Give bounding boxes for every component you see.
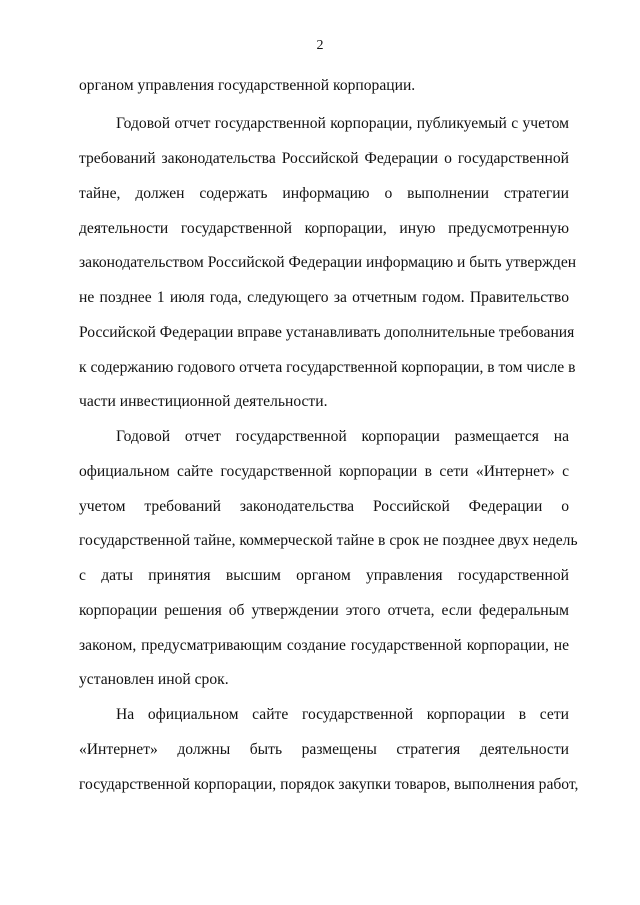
- paragraph-line: «Интернет» должны быть размещены стратегия деятельности: [79, 741, 569, 758]
- paragraph-line: требований законодательства Российской Федерации о государственной: [79, 150, 569, 167]
- paragraph-line: На официальном сайте государственной корпорации в сети: [116, 706, 569, 723]
- paragraph-line: установлен иной срок.: [79, 671, 229, 688]
- paragraph-line: тайне, должен содержать информацию о выполнении стратегии: [79, 185, 569, 202]
- paragraph-line: органом управления государственной корпорации.: [79, 77, 416, 94]
- paragraph-line: Годовой отчет государственной корпорации, публикуемый с учетом: [116, 115, 569, 132]
- paragraph-line: деятельности государственной корпорации, иную предусмотренную: [79, 220, 569, 237]
- paragraph-line: к содержанию годового отчета государственной корпорации, в том числе в: [79, 359, 576, 376]
- paragraph-line: части инвестиционной деятельности.: [79, 393, 328, 410]
- paragraph-line: с даты принятия высшим органом управления государственной: [79, 567, 569, 584]
- paragraph-line: государственной тайне, коммерческой тайне в срок не позднее двух недель: [79, 532, 578, 549]
- paragraph-line: Российской Федерации вправе устанавливать дополнительные требования: [79, 324, 575, 341]
- paragraph-line: государственной корпорации, порядок закупки товаров, выполнения работ,: [79, 776, 579, 793]
- page-number: 2: [316, 38, 324, 53]
- paragraph-line: Годовой отчет государственной корпорации размещается на: [116, 428, 569, 445]
- paragraph-line: официальном сайте государственной корпорации в сети «Интернет» с: [79, 463, 569, 480]
- paragraph-line: корпорации решения об утверждении этого отчета, если федеральным: [79, 602, 569, 619]
- paragraph-line: не позднее 1 июля года, следующего за отчетным годом. Правительство: [79, 289, 569, 306]
- paragraph-line: законом, предусматривающим создание государственной корпорации, не: [79, 637, 569, 654]
- paragraph-line: законодательством Российской Федерации информацию и быть утвержден: [79, 254, 577, 271]
- paragraph-line: учетом требований законодательства Российской Федерации о: [79, 498, 569, 515]
